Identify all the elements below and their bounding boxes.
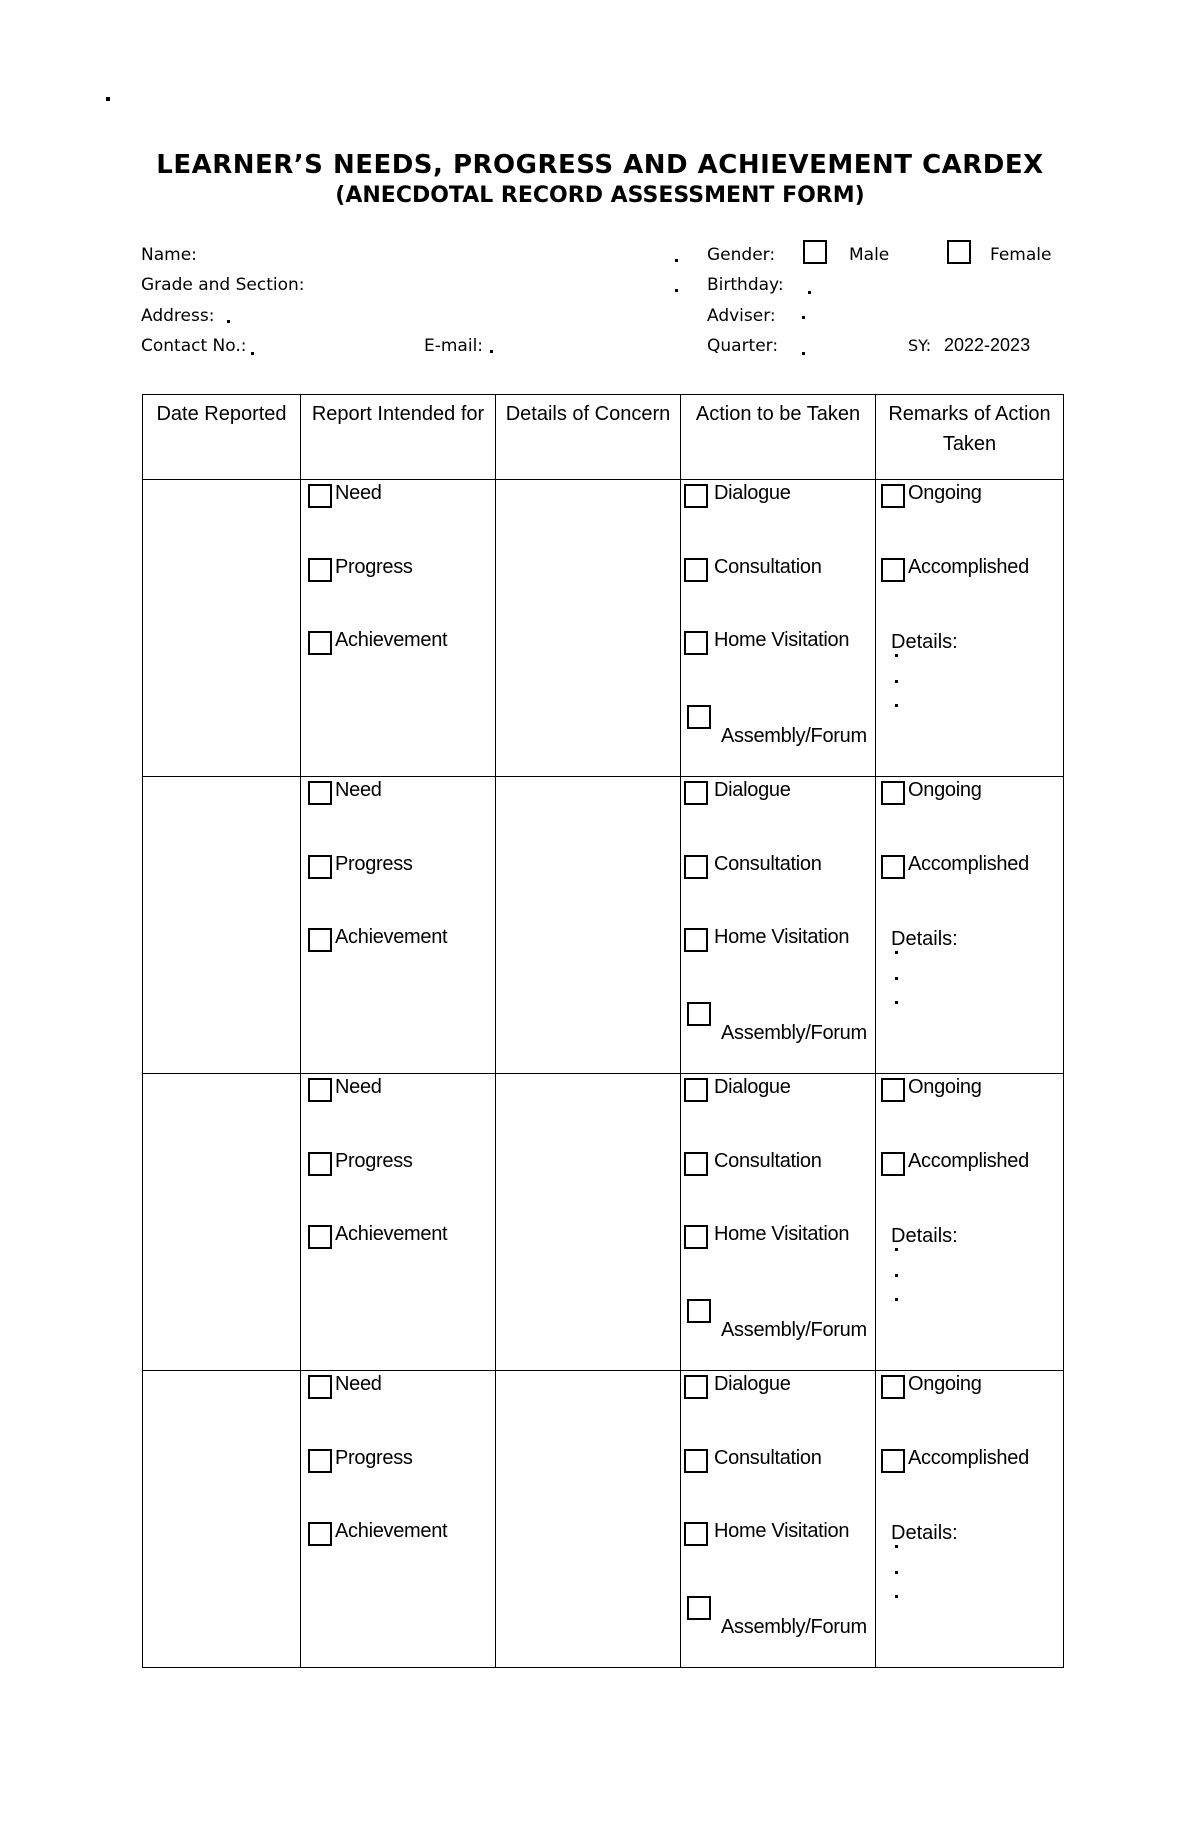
date-reported-cell[interactable] [143, 777, 301, 1074]
female-checkbox[interactable] [947, 240, 971, 264]
male-label: Male [849, 245, 890, 265]
assembly-forum-label: Assembly/Forum [721, 1615, 867, 1638]
progress-checkbox[interactable] [308, 1449, 332, 1473]
dialogue-checkbox[interactable] [684, 1375, 708, 1399]
table-row [143, 1371, 1064, 1668]
achievement-checkbox[interactable] [308, 1225, 332, 1249]
accomplished-checkbox[interactable] [881, 558, 905, 582]
action-cell [681, 480, 876, 777]
header-action-to-be-taken: Action to be Taken [681, 395, 876, 480]
details-of-concern-cell[interactable] [496, 1371, 681, 1668]
intended-for-cell [301, 480, 496, 777]
contact-label: Contact No.: [141, 336, 247, 356]
need-checkbox[interactable] [308, 484, 332, 508]
action-cell [681, 1371, 876, 1668]
header-report-intended-for: Report Intended for [301, 395, 496, 480]
need-label: Need [335, 482, 382, 504]
details-field[interactable] [881, 654, 1063, 724]
consultation-checkbox[interactable] [684, 1449, 708, 1473]
assembly-forum-checkbox[interactable] [687, 705, 711, 729]
action-cell [681, 1074, 876, 1371]
home-visitation-checkbox[interactable] [684, 631, 708, 655]
adviser-field-mark [802, 316, 805, 319]
need-checkbox[interactable] [308, 1078, 332, 1102]
name-label: Name: [141, 245, 197, 265]
consultation-label: Consultation [714, 1446, 822, 1469]
dialogue-checkbox[interactable] [684, 1078, 708, 1102]
header-date-reported: Date Reported [143, 395, 301, 480]
remarks-cell [876, 1371, 1064, 1668]
male-checkbox[interactable] [803, 240, 827, 264]
date-reported-cell[interactable] [143, 1371, 301, 1668]
contact-field-mark [251, 352, 254, 355]
achievement-checkbox[interactable] [308, 928, 332, 952]
achievement-checkbox[interactable] [308, 631, 332, 655]
assembly-forum-label: Assembly/Forum [721, 724, 867, 747]
achievement-label: Achievement [335, 1520, 448, 1542]
accomplished-checkbox[interactable] [881, 1152, 905, 1176]
details-label: Details: [891, 928, 958, 950]
assembly-forum-checkbox[interactable] [687, 1299, 711, 1323]
grade-section-label: Grade and Section: [141, 275, 305, 295]
dialogue-label: Dialogue [714, 1373, 791, 1395]
header-remarks-of-action-taken: Remarks of Action Taken [876, 395, 1064, 480]
intended-for-cell [301, 777, 496, 1074]
consultation-label: Consultation [714, 852, 822, 875]
ongoing-label: Ongoing [908, 482, 982, 504]
assembly-forum-checkbox[interactable] [687, 1002, 711, 1026]
home-visitation-label: Home Visitation [714, 1223, 850, 1245]
details-of-concern-cell[interactable] [496, 480, 681, 777]
accomplished-label: Accomplished [908, 852, 1029, 875]
home-visitation-checkbox[interactable] [684, 1225, 708, 1249]
consultation-label: Consultation [714, 1149, 822, 1172]
details-field[interactable] [881, 1248, 1063, 1318]
ongoing-checkbox[interactable] [881, 781, 905, 805]
birthday-label: Birthday: [707, 275, 784, 295]
gender-label: Gender: [707, 245, 776, 265]
sy-label: SY: [908, 336, 932, 355]
ongoing-checkbox[interactable] [881, 1375, 905, 1399]
progress-label: Progress [335, 1149, 413, 1172]
form-subtitle: (ANECDOTAL RECORD ASSESSMENT FORM) [335, 183, 865, 208]
need-label: Need [335, 1076, 382, 1098]
home-visitation-checkbox[interactable] [684, 928, 708, 952]
adviser-label: Adviser: [707, 306, 776, 326]
assembly-forum-label: Assembly/Forum [721, 1318, 867, 1341]
page-mark [106, 97, 110, 101]
form-title: LEARNER’S NEEDS, PROGRESS AND ACHIEVEMENT CARDEX [156, 150, 1044, 180]
consultation-checkbox[interactable] [684, 1152, 708, 1176]
intended-for-cell [301, 1371, 496, 1668]
home-visitation-label: Home Visitation [714, 1520, 850, 1542]
details-field[interactable] [881, 951, 1063, 1021]
achievement-label: Achievement [335, 629, 448, 651]
header-details-of-concern: Details of Concern [496, 395, 681, 480]
table-row [143, 1074, 1064, 1371]
dialogue-checkbox[interactable] [684, 781, 708, 805]
date-reported-cell[interactable] [143, 480, 301, 777]
accomplished-label: Accomplished [908, 555, 1029, 578]
ongoing-label: Ongoing [908, 1076, 982, 1098]
address-field-mark [227, 320, 230, 323]
dialogue-label: Dialogue [714, 482, 791, 504]
address-label: Address: [141, 306, 215, 326]
remarks-cell [876, 480, 1064, 777]
accomplished-checkbox[interactable] [881, 855, 905, 879]
accomplished-label: Accomplished [908, 1149, 1029, 1172]
email-label: E-mail: [424, 336, 484, 356]
consultation-checkbox[interactable] [684, 558, 708, 582]
ongoing-label: Ongoing [908, 1373, 982, 1395]
dialogue-label: Dialogue [714, 779, 791, 801]
home-visitation-checkbox[interactable] [684, 1522, 708, 1546]
quarter-label: Quarter: [707, 336, 779, 356]
need-checkbox[interactable] [308, 781, 332, 805]
need-checkbox[interactable] [308, 1375, 332, 1399]
ongoing-checkbox[interactable] [881, 484, 905, 508]
progress-label: Progress [335, 1446, 413, 1469]
home-visitation-label: Home Visitation [714, 926, 850, 948]
details-field[interactable] [881, 1545, 1063, 1615]
quarter-field-mark [802, 352, 805, 355]
details-of-concern-cell[interactable] [496, 1074, 681, 1371]
table-row [143, 777, 1064, 1074]
achievement-label: Achievement [335, 1223, 448, 1245]
table-row [143, 480, 1064, 777]
ongoing-label: Ongoing [908, 779, 982, 801]
details-label: Details: [891, 631, 958, 653]
progress-checkbox[interactable] [308, 855, 332, 879]
dialogue-label: Dialogue [714, 1076, 791, 1098]
accomplished-label: Accomplished [908, 1446, 1029, 1469]
date-reported-cell[interactable] [143, 1074, 301, 1371]
home-visitation-label: Home Visitation [714, 629, 850, 651]
assembly-forum-label: Assembly/Forum [721, 1021, 867, 1044]
remarks-cell [876, 1074, 1064, 1371]
table-header-row [143, 395, 1064, 480]
details-label: Details: [891, 1522, 958, 1544]
progress-checkbox[interactable] [308, 1152, 332, 1176]
achievement-checkbox[interactable] [308, 1522, 332, 1546]
action-cell [681, 777, 876, 1074]
sy-value: 2022-2023 [944, 335, 1031, 355]
email-field-mark [490, 350, 493, 353]
consultation-checkbox[interactable] [684, 855, 708, 879]
need-label: Need [335, 779, 382, 801]
progress-label: Progress [335, 852, 413, 875]
progress-label: Progress [335, 555, 413, 578]
need-label: Need [335, 1373, 382, 1395]
remarks-cell [876, 777, 1064, 1074]
progress-checkbox[interactable] [308, 558, 332, 582]
dialogue-checkbox[interactable] [684, 484, 708, 508]
details-label: Details: [891, 1225, 958, 1247]
details-of-concern-cell[interactable] [496, 777, 681, 1074]
ongoing-checkbox[interactable] [881, 1078, 905, 1102]
name-field-mark [675, 259, 678, 262]
consultation-label: Consultation [714, 555, 822, 578]
intended-for-cell [301, 1074, 496, 1371]
female-label: Female [990, 245, 1052, 265]
assembly-forum-checkbox[interactable] [687, 1596, 711, 1620]
birthday-field-mark [808, 291, 811, 294]
grade-field-mark [675, 289, 678, 292]
anecdotal-record-table [142, 394, 1064, 1668]
accomplished-checkbox[interactable] [881, 1449, 905, 1473]
achievement-label: Achievement [335, 926, 448, 948]
